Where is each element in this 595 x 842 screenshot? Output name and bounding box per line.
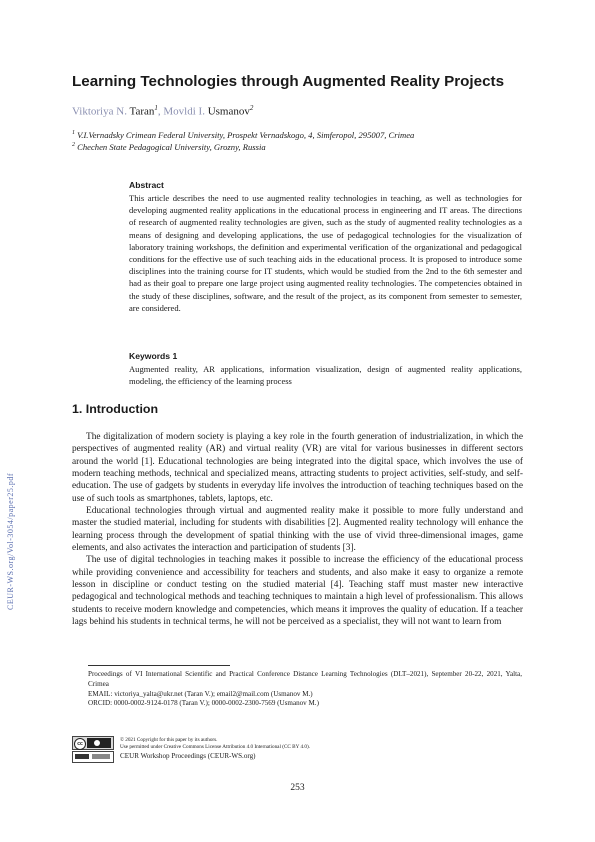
footnote-orcid: ORCID: 0000-0002-9124-0178 (Taran V.); 0000-0002-2300-7569 (Usmanov M.) [88, 699, 319, 708]
affiliation-1 [72, 130, 414, 140]
author-1-last-name: Taran [129, 105, 155, 118]
keywords-heading: Keywords 1 [129, 351, 178, 361]
author-2-affiliation-mark: 2 [249, 104, 254, 112]
abstract-text: This article describes the need to use augmented reality technologies in teaching, as well as technologies for developing augmented reality applications in the educational process in engineering and IT areas. The directions of research of augmented reality technologies are given, such as the study of augmented reality technologies as a means of designing and developing applications, the use of pedagogical technologies for the visualization of laboratory training workshops, the definition and experimental verification of the organizational and pedagogical conditions for the effective use of such teaching aids in the educational process. It is proposed to introduce some disciplines into the training course for IT students, which would be studied from the 2nd to the 6th semester and had as their goal to prepare one large project using augmented reality technologies. The competencies obtained in the study of these disciplines, software, and the result of the project, as its component from semester to semester, are considered. [129, 193, 522, 313]
author-2-first-name: Movldi I. [163, 105, 208, 118]
footnote-proceedings: Proceedings of VI International Scientific and Practical Conference Distance Learning Technologies (DLT–2021), September 20-22, 2021, Yalta, Crimea [88, 670, 522, 688]
affiliation-2 [72, 142, 266, 152]
copyright-notice [120, 737, 310, 751]
keywords-text: Augmented reality, AR applications, information visualization, design of augmented reality applications, modeling, the efficiency of the learning process [129, 364, 522, 387]
affiliation-2-mark: 2 [72, 142, 75, 149]
copyright-line-2: Use permitted under Creative Commons License Attribution 4.0 International (CC BY 4.0). [120, 744, 310, 751]
side-url-stamp: CEUR-WS.org/Vol-3054/paper25.pdf [6, 472, 15, 610]
author-1-first-name: Viktoriya N. [72, 105, 130, 118]
footnote [88, 670, 522, 709]
affiliation-2-text: Chechen State Pedagogical University, Grozny, Russia [75, 142, 266, 152]
abstract-heading: Abstract [129, 180, 164, 190]
author-separator: , [157, 105, 164, 118]
affiliation-1-mark: 1 [72, 130, 75, 137]
author-2-last-name: Usmanov [207, 105, 250, 118]
cc-by-license-icon: cc [72, 736, 114, 750]
footnote-email: EMAIL: victoriya_yalta@ukr.net (Taran V.); email2@mail.com (Usmanov M.) [88, 689, 313, 698]
paragraph: The digitalization of modern society is playing a key role in the fourth generation of industrialization, in which the perspectives of augmented reality (AR) and virtual reality (VR) are vital for various businesses in different sectors around the world [1]. Educational technologies are being integrated into the digital space, which involves the use of modern teaching methods, technical and specialized means, attracting students to project activities, self-study, and self-education. The use of gadgets by students in everyday life involves the introduction of teaching techniques based on the use of such tools as smartphones, tablets, laptops, etc. [72, 432, 523, 504]
ceur-workshop-logo-icon [72, 751, 114, 763]
paper-title: Learning Technologies through Augmented Reality Projects [72, 73, 505, 90]
paragraph: The use of digital technologies in teaching makes it possible to increase the efficiency of the educational process while providing convenience and accessibility for teachers and students, and also make it easy to organize a remote lesson in discipline or conduct testing on the studied material [4]. Teaching staff must master new interactive pedagogical and technological methods and teaching techniques to maintain a high level of professionalism. This allows students to receive modern knowledge and competencies, which means it improves the quality of education. If a teacher lags behind his students in technical terms, he will not be perceived as a specialist, they will not want to learn from [72, 555, 523, 628]
copyright-line-1: © 2021 Copyright for this paper by its authors. [120, 737, 218, 743]
paragraph: Educational technologies through virtual and augmented reality make it possible to more fully understand and master the studied material, including for students with disabilities [2]. Augmented reality technology will enhance the learning process through the development of spatial thinking with the use of vivid three-dimensional images, game elements, and also activates the interaction and participation of students [3]. [72, 506, 523, 554]
section-heading-introduction: 1. Introduction [72, 402, 159, 416]
footnote-divider [88, 665, 230, 666]
ceur-proceedings-line: CEUR Workshop Proceedings (CEUR-WS.org) [120, 752, 256, 760]
author-line [72, 104, 253, 118]
affiliation-1-text: V.I.Vernadsky Crimean Federal University, Prospekt Vernadskogo, 4, Simferopol, 295007, Crimea [75, 130, 415, 140]
introduction-body [72, 431, 523, 629]
author-1-affiliation-mark: 1 [154, 104, 158, 112]
page-number: 253 [290, 783, 305, 793]
